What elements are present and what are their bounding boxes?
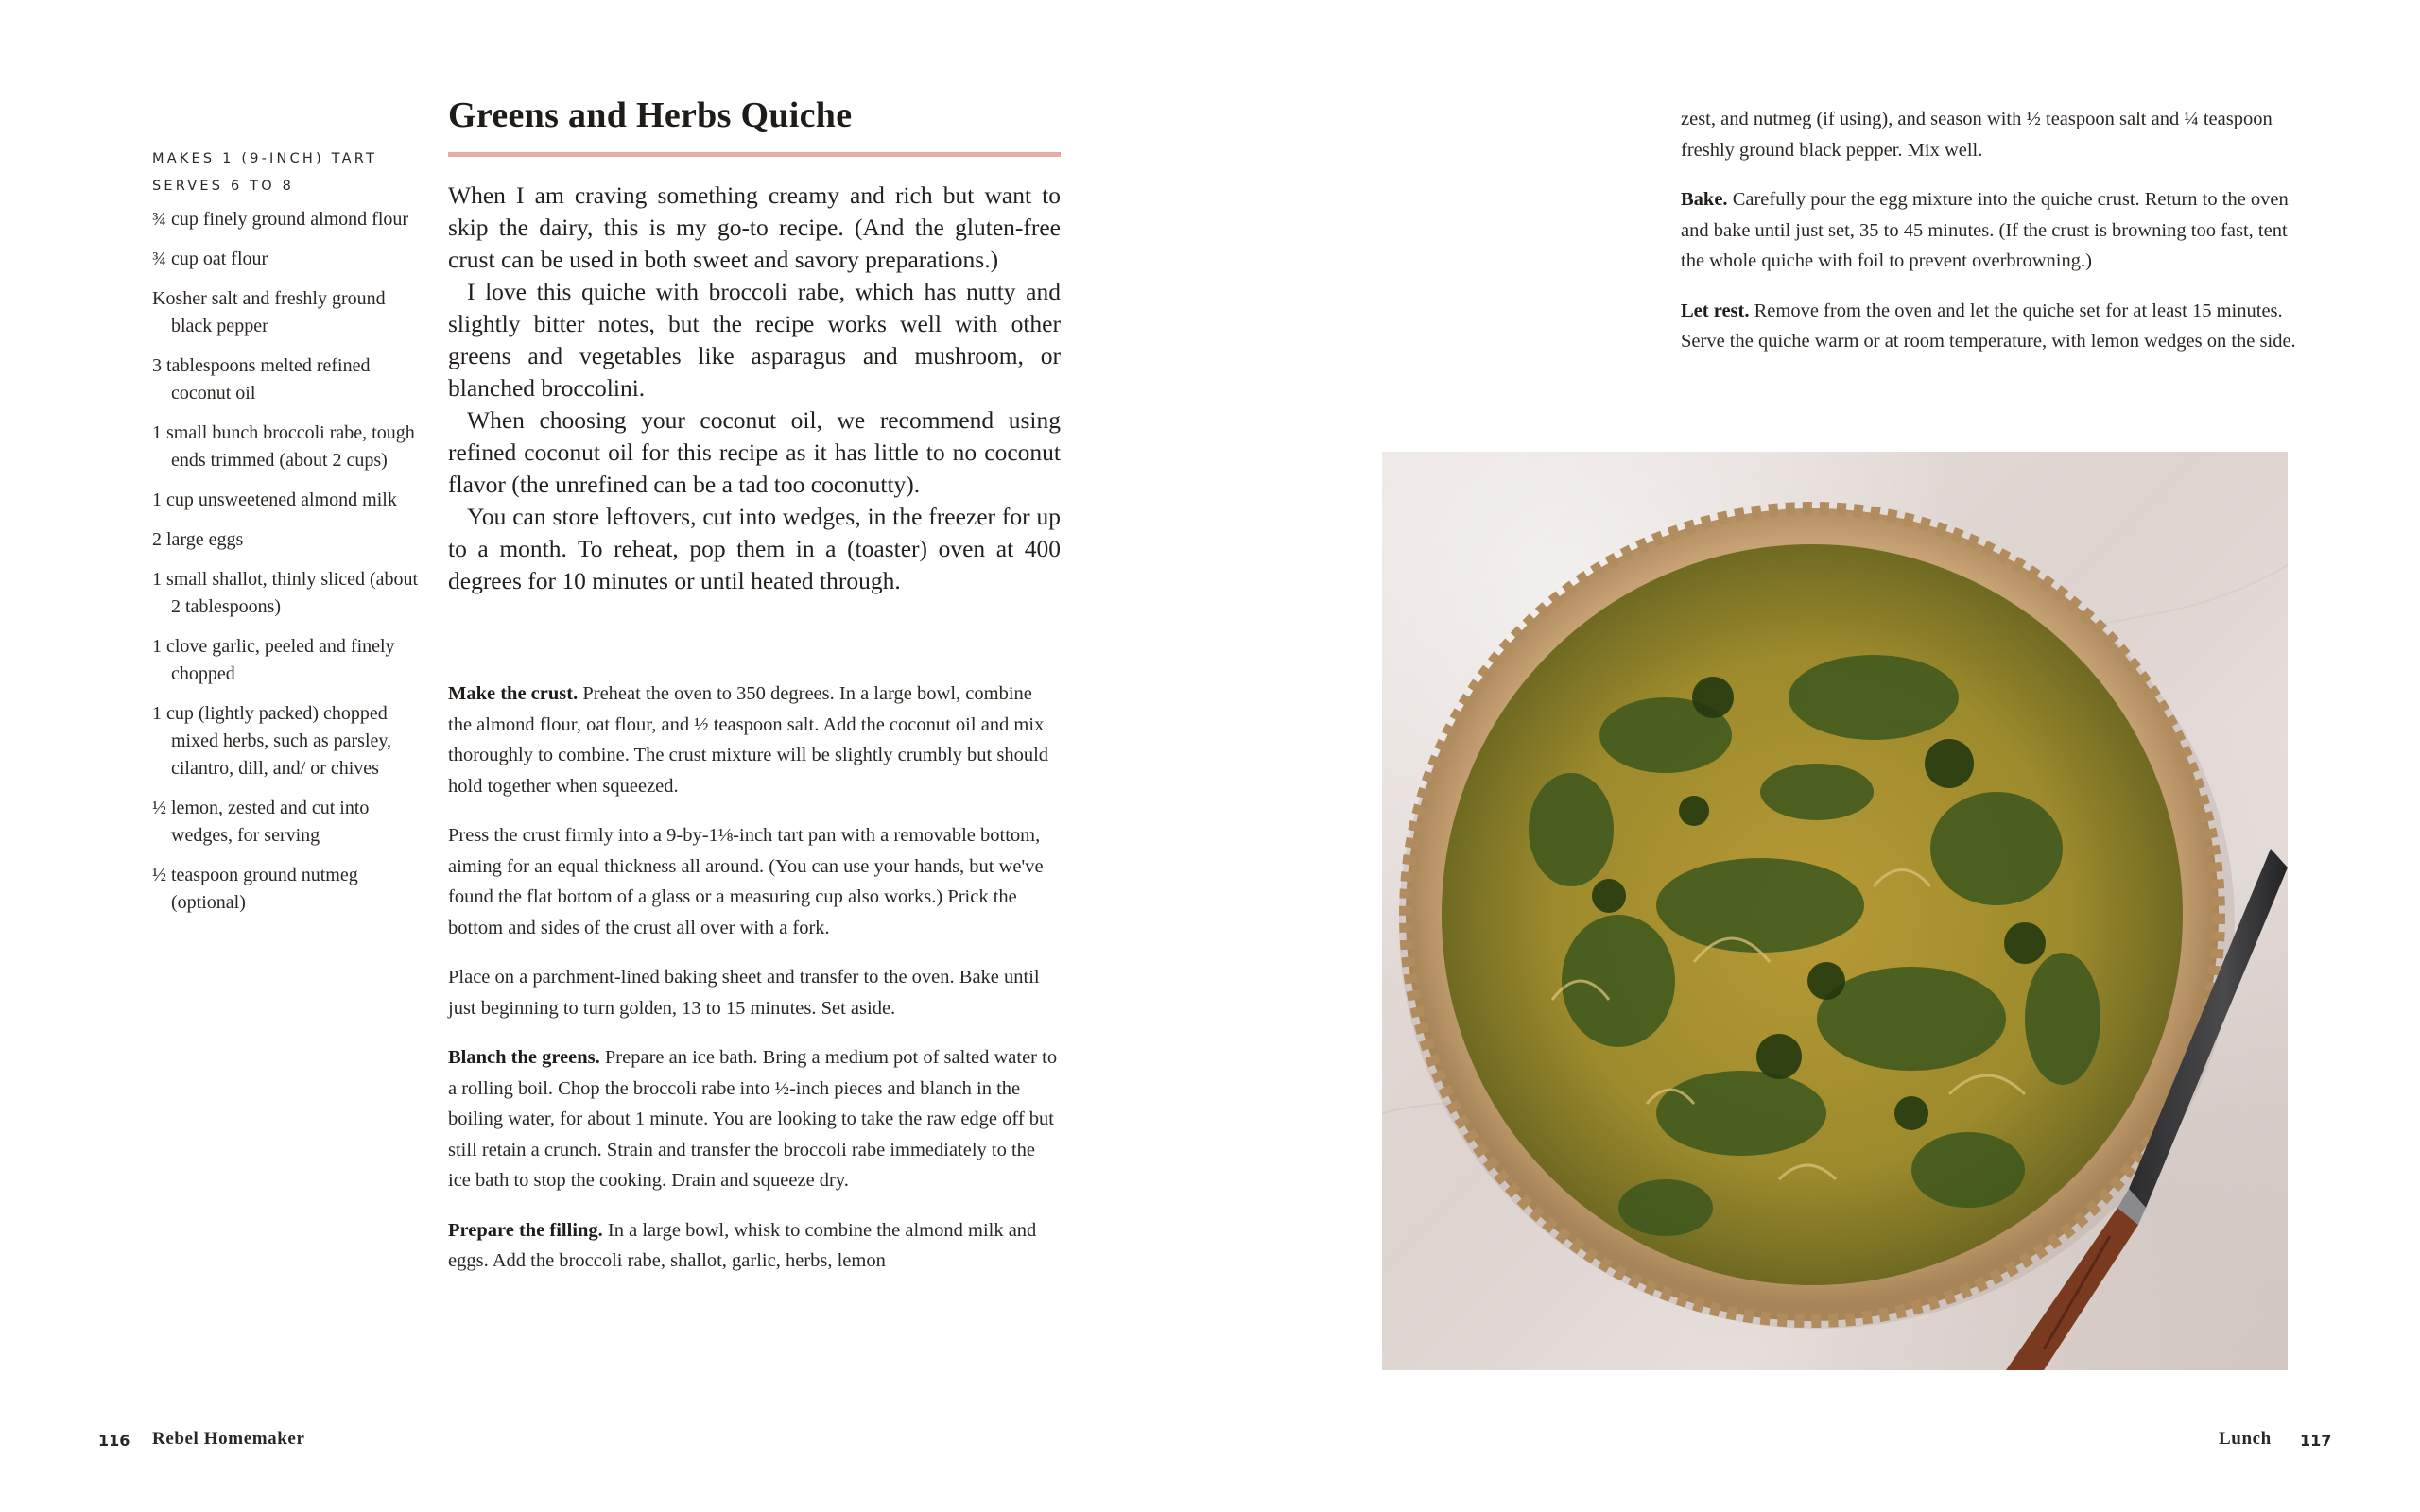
step-heading: Bake.	[1681, 189, 1728, 210]
step-text: In a large bowl, whisk to combine the almond milk and eggs. Add the broccoli rabe, shallot, garlic, herbs, lemon	[448, 1219, 1037, 1271]
step-text: zest, and nutmeg (if using), and season with ½ teaspoon salt and ¼ teaspoon freshly ground black pepper. Mix well.	[1681, 109, 2273, 161]
ingredient-item: ¾ cup oat flour	[152, 249, 268, 269]
recipe-intro	[448, 180, 1061, 597]
page-number-left: 116	[98, 1432, 130, 1450]
step-paragraph	[1681, 296, 2305, 357]
step-paragraph	[1681, 184, 2305, 277]
running-title-left: Rebel Homemaker	[152, 1429, 305, 1449]
step-paragraph	[1681, 104, 2305, 165]
step-heading: Make the crust.	[448, 683, 579, 704]
yield-line: MAKES 1 (9-INCH) TART	[152, 151, 378, 166]
ingredient-item: ¾ cup finely ground almond flour	[152, 209, 409, 230]
step-text: Prepare an ice bath. Bring a medium pot of salted water to a rolling boil. Chop the broccoli rabe into ½-inch pieces and blanch in the boiling water, for about 1 minute. You are looking to take the raw edge off but still retain a crunch. Strain and transfer the broccoli rabe immediately to the ice bath to stop the cooking. Drain and squeeze dry.	[448, 1047, 1058, 1191]
step-paragraph	[448, 679, 1061, 801]
ingredient-item: Kosher salt and freshly ground black pepper	[152, 288, 386, 336]
step-text: Preheat the oven to 350 degrees. In a large bowl, combine the almond flour, oat flour, and ½ teaspoon salt. Add the coconut oil and mix thoroughly to combine. The crust mixture will be slightly crumbly but should hold together when squeezed.	[448, 683, 1049, 797]
recipe-steps-continued	[1681, 104, 2305, 376]
step-heading: Let rest.	[1681, 300, 1750, 321]
step-text: Carefully pour the egg mixture into the quiche crust. Return to the oven and bake until just set, 35 to 45 minutes. (If the crust is browning too fast, tent the whole quiche with foil to prevent overbrowning.)	[1681, 189, 2289, 271]
ingredient-item: ½ lemon, zested and cut into wedges, for serving	[152, 798, 370, 846]
step-paragraph	[448, 1215, 1061, 1277]
recipe-title: Greens and Herbs Quiche	[448, 95, 853, 135]
step-heading: Blanch the greens.	[448, 1047, 600, 1068]
intro-paragraph: When choosing your coconut oil, we recommend using refined coconut oil for this recipe as it has little to no coconut flavor (the unrefined can be a tad too coconutty).	[448, 406, 1061, 498]
intro-paragraph: I love this quiche with broccoli rabe, which has nutty and slightly bitter notes, but the recipe works well with other greens and vegetables like asparagus and mushroom, or blanched broccolini.	[448, 278, 1061, 402]
step-text: Place on a parchment-lined baking sheet and transfer to the oven. Bake until just beginning to turn golden, 13 to 15 minutes. Set aside.	[448, 967, 1040, 1019]
ingredient-item: 1 small bunch broccoli rabe, tough ends trimmed (about 2 cups)	[152, 422, 415, 471]
intro-paragraph: You can store leftovers, cut into wedges, in the freezer for up to a month. To reheat, pop them in a (toaster) oven at 400 degrees for 10 minutes or until heated through.	[448, 503, 1061, 594]
running-title-right: Lunch	[2219, 1429, 2272, 1449]
step-text: Remove from the oven and let the quiche set for at least 15 minutes. Serve the quiche warm or at room temperature, with lemon wedges on the side.	[1681, 300, 2296, 352]
intro-paragraph: When I am craving something creamy and rich but want to skip the dairy, this is my go-to recipe. (And the gluten-free crust can be used in both sweet and savory preparations.)	[448, 181, 1061, 273]
quiche-photo	[1382, 452, 2288, 1370]
ingredient-item: 1 clove garlic, peeled and finely chopped	[152, 636, 395, 684]
recipe-steps	[448, 679, 1061, 1296]
step-paragraph	[448, 1042, 1061, 1196]
ingredient-list	[152, 206, 422, 929]
title-underline	[448, 152, 1061, 157]
quiche-illustration	[1382, 452, 2288, 1370]
ingredient-item: 3 tablespoons melted refined coconut oil	[152, 355, 371, 404]
serves-line: SERVES 6 TO 8	[152, 179, 295, 194]
step-paragraph	[448, 962, 1061, 1023]
ingredient-item: 1 cup unsweetened almond milk	[152, 490, 397, 510]
step-paragraph	[448, 820, 1061, 943]
recipe-yield	[152, 146, 436, 200]
page-number-right: 117	[2300, 1432, 2332, 1450]
ingredient-item: ½ teaspoon ground nutmeg (optional)	[152, 865, 358, 913]
step-heading: Prepare the filling.	[448, 1219, 603, 1241]
ingredient-item: 1 cup (lightly packed) chopped mixed herbs, such as parsley, cilantro, dill, and/ or chives	[152, 703, 392, 779]
step-text: Press the crust firmly into a 9-by-1⅛-inch tart pan with a removable bottom, aiming for an equal thickness all around. (You can use your hands, but we've found the flat bottom of a glass or a measuring cup also works.) Prick the bottom and sides of the crust all over with a fork.	[448, 825, 1044, 938]
ingredient-item: 2 large eggs	[152, 529, 244, 550]
ingredient-item: 1 small shallot, thinly sliced (about 2 tablespoons)	[152, 569, 419, 617]
